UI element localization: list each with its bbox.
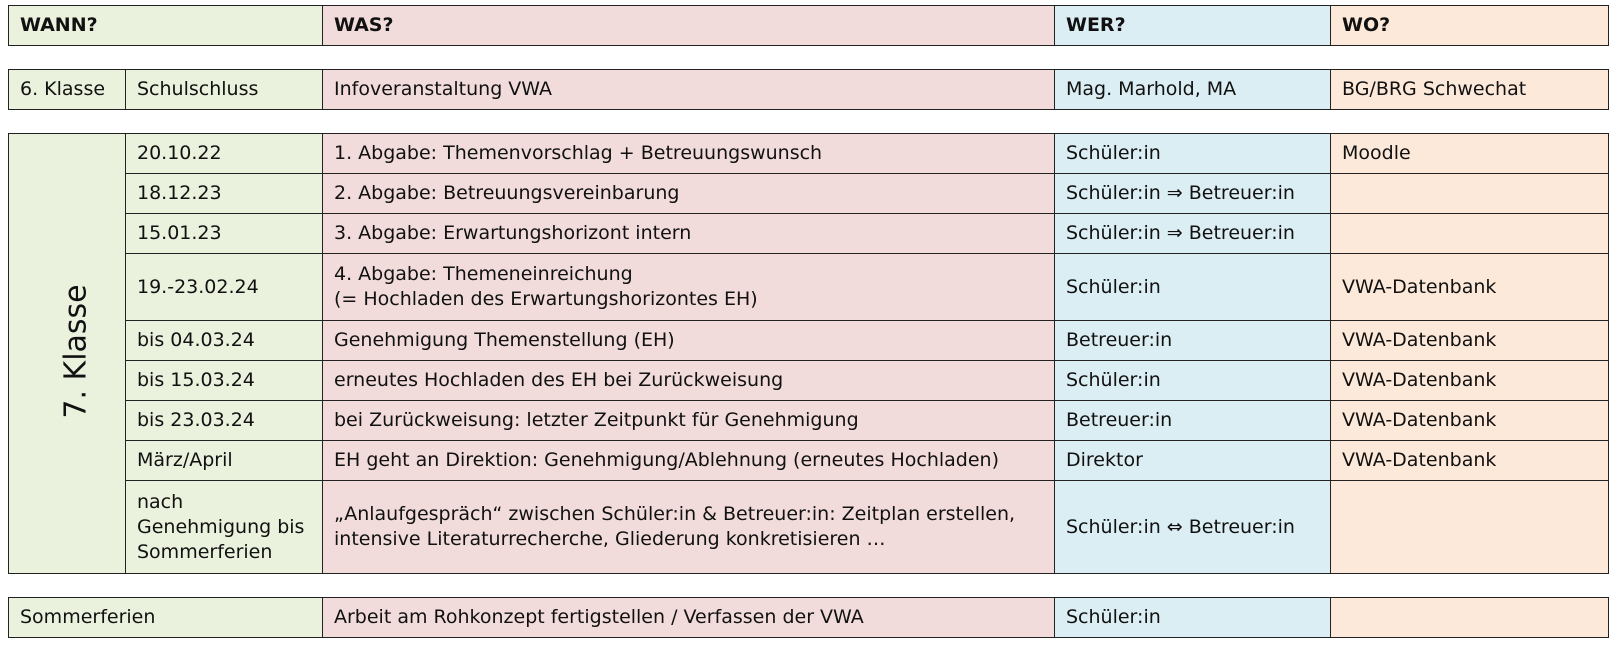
where-cell: VWA-Datenbank	[1331, 361, 1609, 401]
table-row	[9, 134, 1609, 174]
when-cell: 20.10.22	[126, 134, 323, 174]
where-cell	[1331, 174, 1609, 214]
what-line-2: (= Hochladen des Erwartungshorizontes EH)	[334, 288, 758, 310]
what-line-2: intensive Literaturrecherche, Gliederung konkretisieren …	[334, 528, 886, 550]
where-cell: Moodle	[1331, 134, 1609, 174]
when-line-2: Genehmigung bis	[137, 515, 305, 538]
table-row	[9, 174, 1609, 214]
when-line-1: nach	[137, 490, 184, 513]
table-row	[9, 598, 1609, 638]
who-cell: Schüler:in ⇔ Betreuer:in	[1055, 481, 1331, 574]
when-cell: bis 23.03.24	[126, 401, 323, 441]
where-cell	[1331, 598, 1609, 638]
table-row	[9, 481, 1609, 574]
header-wann: WANN?	[9, 6, 323, 46]
what-cell: Infoveranstaltung VWA	[323, 70, 1055, 110]
who-cell: Schüler:in	[1055, 134, 1331, 174]
section-7-table	[8, 133, 1609, 574]
table-row	[9, 70, 1609, 110]
header-was: WAS?	[323, 6, 1055, 46]
where-cell: BG/BRG Schwechat	[1331, 70, 1609, 110]
where-cell: VWA-Datenbank	[1331, 441, 1609, 481]
what-cell: Genehmigung Themenstellung (EH)	[323, 321, 1055, 361]
what-cell	[323, 254, 1055, 321]
when-cell: bis 15.03.24	[126, 361, 323, 401]
who-cell: Schüler:in ⇒ Betreuer:in	[1055, 174, 1331, 214]
what-cell: Arbeit am Rohkonzept fertigstellen / Verfassen der VWA	[323, 598, 1055, 638]
who-cell: Schüler:in	[1055, 254, 1331, 321]
class-label-7	[9, 134, 126, 574]
what-line-1: „Anlaufgespräch“ zwischen Schüler:in & Betreuer:in: Zeitplan erstellen,	[334, 503, 1016, 525]
where-cell	[1331, 481, 1609, 574]
when-cell: Schulschluss	[126, 70, 323, 110]
header-table	[8, 5, 1609, 46]
who-cell: Schüler:in	[1055, 361, 1331, 401]
who-cell: Direktor	[1055, 441, 1331, 481]
header-wer: WER?	[1055, 6, 1331, 46]
where-cell: VWA-Datenbank	[1331, 321, 1609, 361]
who-cell: Mag. Marhold, MA	[1055, 70, 1331, 110]
what-cell: 2. Abgabe: Betreuungsvereinbarung	[323, 174, 1055, 214]
where-cell	[1331, 214, 1609, 254]
table-row	[9, 254, 1609, 321]
when-cell: 15.01.23	[126, 214, 323, 254]
summer-table	[8, 597, 1609, 638]
what-cell	[323, 481, 1055, 574]
when-cell: 18.12.23	[126, 174, 323, 214]
where-cell: VWA-Datenbank	[1331, 401, 1609, 441]
where-cell: VWA-Datenbank	[1331, 254, 1609, 321]
what-cell: 1. Abgabe: Themenvorschlag + Betreuungswunsch	[323, 134, 1055, 174]
who-cell: Betreuer:in	[1055, 321, 1331, 361]
table-row	[9, 321, 1609, 361]
class-label-6: 6. Klasse	[9, 70, 126, 110]
when-cell: März/April	[126, 441, 323, 481]
who-cell: Schüler:in	[1055, 598, 1331, 638]
what-cell: 3. Abgabe: Erwartungshorizont intern	[323, 214, 1055, 254]
when-cell: bis 04.03.24	[126, 321, 323, 361]
table-row	[9, 401, 1609, 441]
when-cell: 19.-23.02.24	[126, 254, 323, 321]
table-row	[9, 441, 1609, 481]
when-cell	[126, 481, 323, 574]
what-cell: bei Zurückweisung: letzter Zeitpunkt für Genehmigung	[323, 401, 1055, 441]
what-line-1: 4. Abgabe: Themeneinreichung	[334, 263, 633, 285]
what-cell: erneutes Hochladen des EH bei Zurückweisung	[323, 361, 1055, 401]
section-6-table	[8, 69, 1609, 110]
when-line-3: Sommerferien	[137, 540, 273, 563]
who-cell: Betreuer:in	[1055, 401, 1331, 441]
when-cell: Sommerferien	[9, 598, 323, 638]
what-cell: EH geht an Direktion: Genehmigung/Ablehnung (erneutes Hochladen)	[323, 441, 1055, 481]
table-row	[9, 214, 1609, 254]
who-cell: Schüler:in ⇒ Betreuer:in	[1055, 214, 1331, 254]
table-row	[9, 361, 1609, 401]
header-wo: WO?	[1331, 6, 1609, 46]
class-label-7-text: 7. Klasse	[58, 284, 94, 419]
